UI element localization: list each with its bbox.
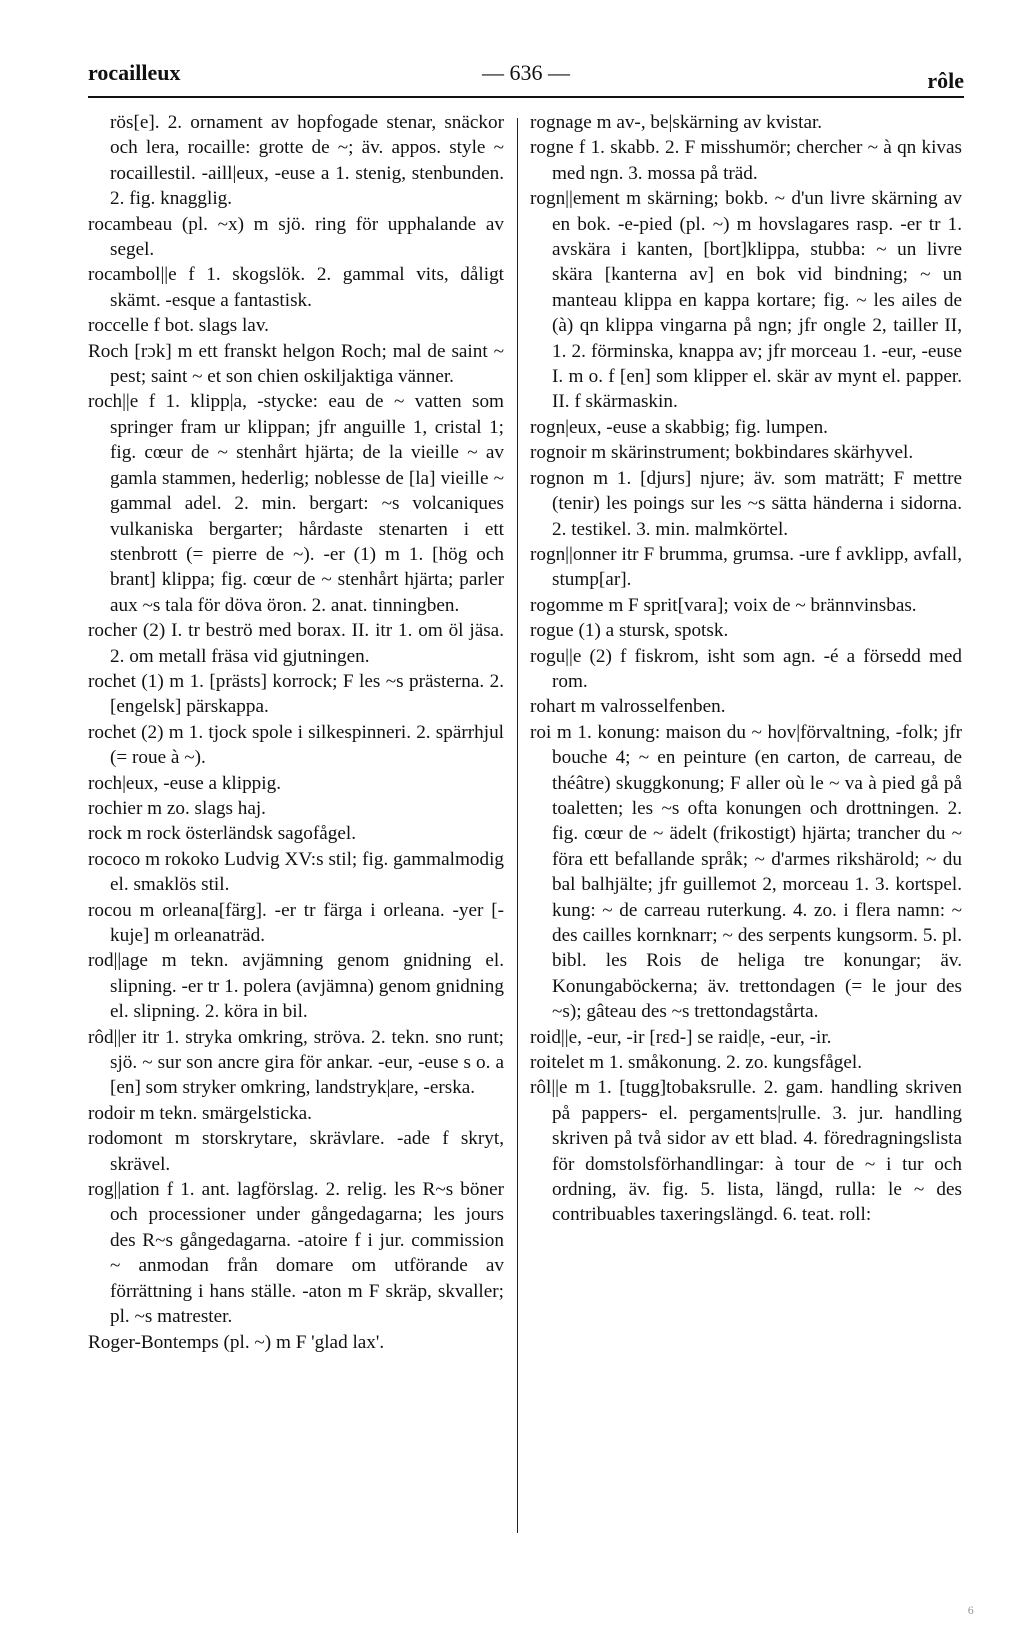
dictionary-entry: rogue (1) a stursk, spotsk.: [530, 620, 729, 642]
page-number: — 636 —: [482, 60, 570, 85]
dictionary-entry: rogn||ement m skärning; bokb. ~ d'un livre skärning av en bok. -e-pied (pl. ~) m hovslagares rasp. -er tr 1. avskära i kanten, [bort]klippa, stubba: ~ un livre skära [kanterna av] en bok vid bindning; ~ un manteau klippa en kappa kortare; fig. ~ les ailes de (à) qn klippa vingarna på ngn; jfr ongle 2, tailler II, 1. 2. förminska, knappa av; jfr morceau 1. -eur, -euse I. m o. f [en] som klipper el. skär av mynt el. papper. II. f skärmaskin.: [530, 188, 962, 413]
dictionary-entry: rognoir m skärinstrument; bokbindares skärhyvel.: [530, 442, 914, 464]
dictionary-entry: rod||age m tekn. avjämning genom gnidning el. slipning. -er tr 1. polera (avjämna) genom gnidning el. slipning. 2. köra in bil.: [88, 950, 504, 1023]
dictionary-entry: rôl||e m 1. [tugg]tobaksrulle. 2. gam. handling skriven på pappers- el. pergaments|rulle. 3. jur. handling skriven på två sidor av ett blad. 4. föredragningslista för domstolsförhandlingar: à tour de ~ i tur och ordning, äv. fig. 5. lista, längd, rulla: le ~ des contribuables taxeringslängd. 6. teat. roll:: [530, 1077, 962, 1226]
dictionary-entry: rochet (2) m 1. tjock spole i silkespinneri. 2. spärrhjul (= roue à ~).: [88, 721, 504, 769]
dictionary-entry: rodomont m storskrytare, skrävlare. -ade f skryt, skrävel.: [88, 1128, 504, 1175]
dictionary-entry: roitelet m 1. småkonung. 2. zo. kungsfågel.: [530, 1052, 862, 1074]
dictionary-entry: rogomme m F sprit[vara]; voix de ~ brännvinsbas.: [530, 594, 917, 616]
dictionary-entry: rognage m av-, be|skärning av kvistar.: [530, 112, 823, 133]
dictionary-entry: rogu||e (2) f fiskrom, isht som agn. -é a försedd med rom.: [530, 645, 962, 692]
dictionary-entry: rodoir m tekn. smärgelsticka.: [88, 1102, 312, 1124]
dictionary-entry: rocou m orleana[färg]. -er tr färga i orleana. -yer [-kuje] m orleanaträd.: [88, 899, 504, 946]
page-header: [88, 56, 964, 98]
dictionary-entry: rococo m rokoko Ludvig XV:s stil; fig. gammalmodig el. smaklös stil.: [88, 848, 504, 896]
dictionary-entry: Roger-Bontemps (pl. ~) m F 'glad lax'.: [88, 1331, 385, 1353]
dictionary-entry: rog||ation f 1. ant. lagförslag. 2. relig. les R~s böner och processioner under gångedagarna; les jours des R~s gångedagarna. -atoire f i jur. commission ~ anmodan från domare om utförande av förrättning i hans ställe. -aton m F skräp, skvaller; pl. ~s matrester.: [88, 1179, 504, 1328]
dictionary-entry: rochier m zo. slags haj.: [88, 797, 266, 819]
dictionary-entry: Roch [rɔk] m ett franskt helgon Roch; mal de saint ~ pest; saint ~ et son chien oskiljaktiga vänner.: [88, 340, 504, 388]
dictionary-entry: roch||e f 1. klipp|a, -stycke: eau de ~ vatten som springer fram ur klippan; jfr anguille 1, cristal 1; fig. cœur de ~ stenhårt hjärta; de la vieille ~ av gamla stammen, hederlig; noblesse de [la] vieille ~ gammal adel. 2. min. bergart: ~s volcaniques vulkaniska bergarter; hårdaste stenarten i ett stenbrott (= pierre de ~). -er (1) m 1. [hög och brant] klippa; fig. cœur de ~ stenhårt hjärta; parler aux ~s tala för döva öron. 2. anat. tinningben.: [88, 391, 504, 616]
dictionary-entry: rochet (1) m 1. [prästs] korrock; F les ~s prästerna. 2. [engelsk] pärskappa.: [88, 670, 504, 718]
dictionary-entry: rogne f 1. skabb. 2. F misshumör; chercher ~ à qn kivas med ngn. 3. mossa på träd.: [530, 137, 962, 184]
dictionary-entry: rocher (2) I. tr beströ med borax. II. itr 1. om öl jäsa. 2. om metall fräsa vid gjutningen.: [88, 620, 504, 667]
dictionary-entry: rocambol||e f 1. skogslök. 2. gammal vits, dåligt skämt. -esque a fantastisk.: [88, 264, 504, 311]
dictionary-entry: roch|eux, -euse a klippig.: [88, 772, 281, 794]
dictionary-entry: rogn|eux, -euse a skabbig; fig. lumpen.: [530, 416, 828, 438]
dictionary-entry: rogn||onner itr F brumma, grumsa. -ure f avklipp, avfall, stump[ar].: [530, 543, 962, 591]
dictionary-entry: roccelle f bot. slags lav.: [88, 315, 269, 337]
dictionary-entry: rocambeau (pl. ~x) m sjö. ring för upphalande av segel.: [88, 213, 504, 261]
dictionary-entry: roi m 1. konung: maison du ~ hov|förvaltning, -folk; jfr bouche 4; ~ en peinture (en carton, de carreau, de théâtre) skuggkonung; F aller où le ~ va à pied gå på toaletten; les ~s ofta konungen och drottningen. 2. fig. cœur de ~ ädelt (frikostigt) hjärta; trancher du ~ föra ett befallande språk; ~ d'armes rikshärold; ~ du bal balhjälte; jfr guillemot 2, morceau 1. 3. kortspel. kung: ~ de carreau ruterkung. 4. zo. i flera namn: ~ des cailles kornknarr; ~ des serpents kungsorm. 5. pl. bibl. les Rois de heliga tre konungar; äv. Konungaböckerna; äv. trettondagen (= le jour des ~s); gâteau des ~s trettondagstårta.: [530, 721, 962, 1023]
dictionary-entry: roid||e, -eur, -ir [rɛd-] se raid|e, -eur, -ir.: [530, 1026, 832, 1048]
header-first-word: rocailleux: [88, 60, 181, 85]
header-last-word: rôle: [927, 68, 964, 93]
dictionary-entry: rognon m 1. [djurs] njure; äv. som maträtt; F mettre (tenir) les poings sur les ~s sätta händerna i sidorna. 2. testikel. 3. min. malmkörtel.: [530, 467, 962, 540]
dictionary-entry: rock m rock österländsk sagofågel.: [88, 823, 357, 845]
left-column: [88, 110, 504, 1355]
dictionary-entry: rôd||er itr 1. stryka omkring, ströva. 2. tekn. sno runt; sjö. ~ sur son ancre gira för ankar. -eur, -euse s o. a [en] som stryker omkring, landstryk|are, -erska.: [88, 1026, 504, 1099]
edge-mark: 6: [967, 1606, 974, 1617]
dictionary-entry: rös[e]. 2. ornament av hopfogade stenar, snäckor och lera, rocaille: grotte de ~; äv. appos. style ~ rocaillestil. -aill|eux, -euse a 1. stenig, stenbunden. 2. fig. knagglig.: [110, 112, 504, 210]
dictionary-entry: rohart m valrosselfenben.: [530, 696, 726, 718]
right-column: [530, 110, 962, 1228]
column-divider: [517, 118, 518, 1533]
